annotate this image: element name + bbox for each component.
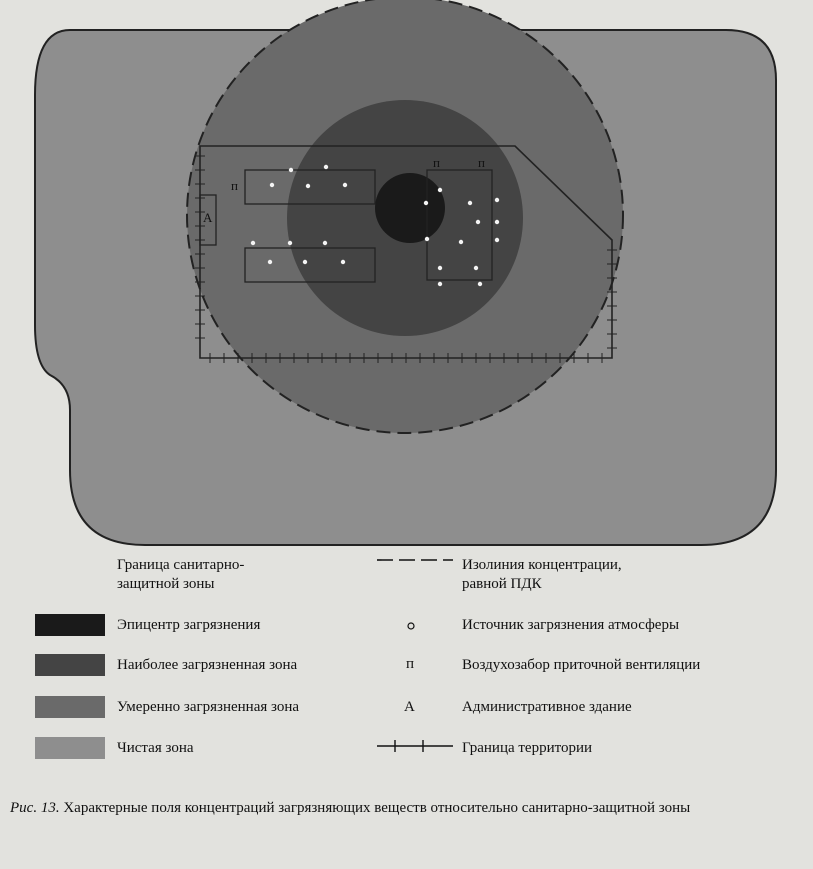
pollution-source-dot xyxy=(251,241,255,245)
pollution-epicenter xyxy=(375,173,445,243)
pollution-source-dot xyxy=(306,184,310,188)
legend-admin-symbol: А xyxy=(404,699,415,715)
air-intake-label-3: п xyxy=(478,155,485,170)
pollution-source-dot xyxy=(343,183,347,187)
pollution-source-dot xyxy=(495,198,499,202)
figure-number: Рис. 13. xyxy=(10,800,60,816)
pollution-source-dot xyxy=(495,238,499,242)
pollution-source-dot xyxy=(476,220,480,224)
pollution-source-dot xyxy=(459,240,463,244)
swatch-epicenter xyxy=(35,614,105,636)
pollution-source-dot xyxy=(478,282,482,286)
pollution-source-dot xyxy=(268,260,272,264)
pollution-source-dot xyxy=(468,201,472,205)
pollution-source-dot xyxy=(303,260,307,264)
legend-isoline-line xyxy=(375,554,455,566)
figure-caption xyxy=(10,799,805,818)
pollution-source-dot xyxy=(474,266,478,270)
pollution-source-dot xyxy=(323,241,327,245)
air-intake-label-1: п xyxy=(231,178,238,193)
legend-admin-building: Административное здание xyxy=(462,699,632,715)
legend-pollution-source: Источник загрязнения атмосферы xyxy=(462,617,680,633)
caption-text: Характерные поля концентраций загрязняющих веществ относительно санитарно-защитной зоны xyxy=(59,800,691,816)
pollution-source-dot xyxy=(289,168,293,172)
legend-epicenter: Эпицентр загрязнения xyxy=(117,617,261,633)
pollution-source-dot xyxy=(495,220,499,224)
pollution-source-dot xyxy=(425,237,429,241)
pollution-source-dot xyxy=(424,201,428,205)
pollution-source-dot xyxy=(270,183,274,187)
pollution-source-dot xyxy=(438,188,442,192)
swatch-moderate xyxy=(35,696,105,718)
legend-air-intake-symbol: п xyxy=(406,656,415,672)
pollution-source-dot xyxy=(324,165,328,169)
legend-clean: Чистая зона xyxy=(117,740,194,756)
pollution-source-dot xyxy=(438,282,442,286)
legend-sanitary-boundary: Граница санитарно- защитной зоны xyxy=(117,557,245,592)
legend-territory-line xyxy=(375,738,455,754)
swatch-most-polluted xyxy=(35,654,105,676)
legend-source-icon xyxy=(405,620,417,632)
admin-label: А xyxy=(203,210,213,225)
legend-air-intake: Воздухозабор приточной вентиляции xyxy=(462,657,701,673)
legend-moderate: Умеренно загрязненная зона xyxy=(117,699,300,715)
swatch-clean xyxy=(35,737,105,759)
pollution-source-dot xyxy=(438,266,442,270)
air-intake-label-2: п xyxy=(433,155,440,170)
legend-most-polluted: Наиболее загрязненная зона xyxy=(117,657,298,673)
pollution-source-dot xyxy=(288,241,292,245)
pollution-source-dot xyxy=(341,260,345,264)
legend-territory-boundary: Граница территории xyxy=(462,740,593,756)
legend-isoline-pdk: Изолиния концентрации, равной ПДК xyxy=(462,557,622,592)
